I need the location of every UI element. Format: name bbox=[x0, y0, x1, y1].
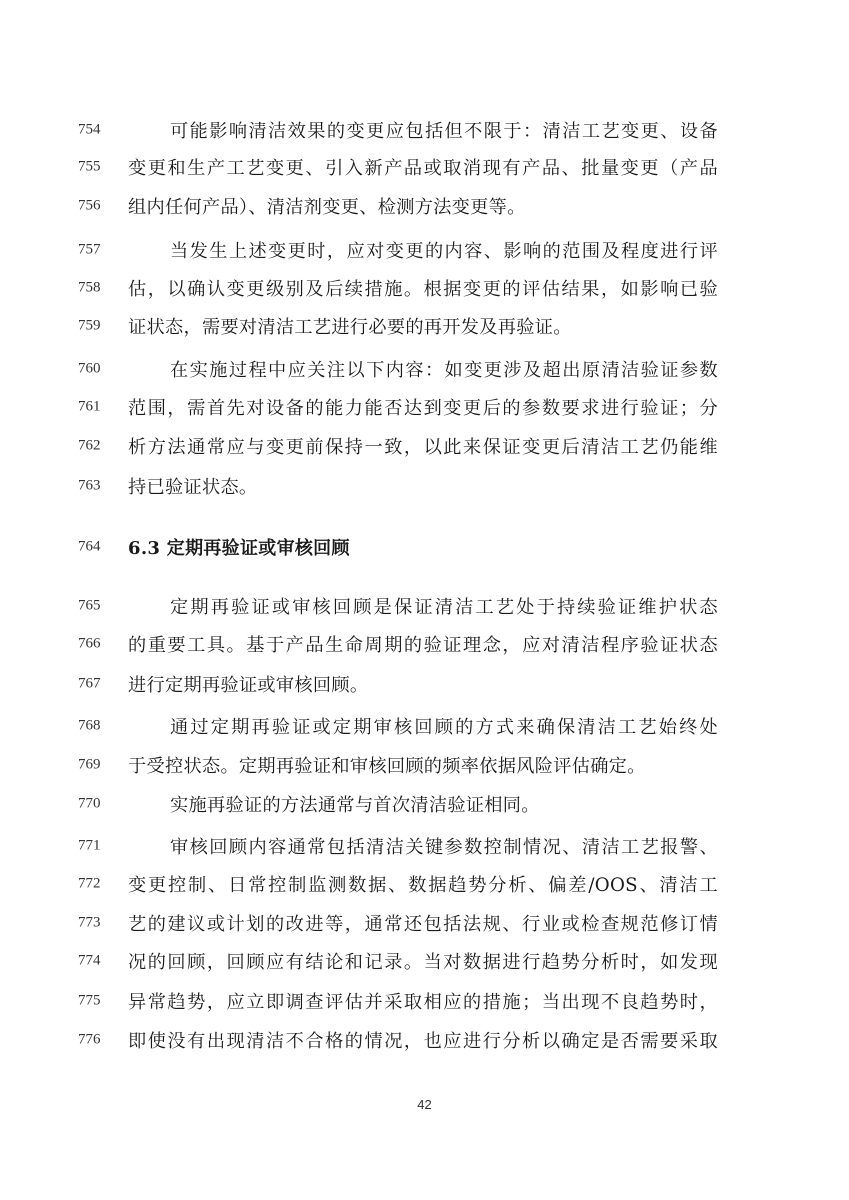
line-text: 在实施过程中应关注以下内容：如变更涉及超出原清洁验证参数 bbox=[170, 360, 718, 381]
text-line bbox=[0, 981, 849, 1021]
text-line bbox=[0, 664, 849, 704]
section-heading: 6.3 定期再验证或审核回顾 bbox=[128, 538, 350, 559]
line-number: 773 bbox=[78, 914, 101, 931]
text-line bbox=[0, 826, 849, 866]
line-text: 组内任何产品）、清洁剂变更、检测方法变更等。 bbox=[128, 197, 526, 218]
line-number: 771 bbox=[78, 837, 101, 854]
text-line bbox=[0, 186, 849, 226]
line-number: 772 bbox=[78, 875, 101, 892]
line-text: 异常趋势，应立即调查评估并采取相应的措施；当出现不良趋势时， bbox=[128, 992, 718, 1013]
line-text: 即使没有出现清洁不合格的情况，也应进行分析以确定是否需要采取 bbox=[128, 1031, 718, 1052]
text-line bbox=[0, 426, 849, 466]
text-line bbox=[0, 387, 849, 427]
line-number: 762 bbox=[78, 437, 101, 454]
text-line bbox=[0, 745, 849, 785]
text-line bbox=[0, 306, 849, 346]
line-number: 758 bbox=[78, 279, 101, 296]
line-number: 774 bbox=[78, 952, 101, 969]
line-number: 769 bbox=[78, 756, 101, 773]
text-line bbox=[0, 349, 849, 389]
line-text: 可能影响清洁效果的变更应包括但不限于：清洁工艺变更、设备 bbox=[170, 121, 718, 142]
line-number: 756 bbox=[78, 197, 101, 214]
section-heading-line bbox=[0, 527, 849, 567]
line-number: 776 bbox=[78, 1031, 101, 1048]
text-line bbox=[0, 903, 849, 943]
line-text: 定期再验证或审核回顾是保证清洁工艺处于持续验证维护状态 bbox=[170, 597, 718, 618]
text-line bbox=[0, 1020, 849, 1060]
line-text: 变更控制、日常控制监测数据、数据趋势分析、偏差/OOS、清洁工 bbox=[128, 875, 718, 896]
text-line bbox=[0, 147, 849, 187]
line-text: 进行定期再验证或审核回顾。 bbox=[128, 675, 369, 696]
text-line bbox=[0, 110, 849, 150]
line-text: 于受控状态。定期再验证和审核回顾的频率依据风险评估确定。 bbox=[128, 756, 646, 777]
line-number: 763 bbox=[78, 477, 101, 494]
line-text: 的重要工具。基于产品生命周期的验证理念，应对清洁程序验证状态 bbox=[128, 635, 718, 656]
line-number: 770 bbox=[78, 795, 101, 812]
line-number: 755 bbox=[78, 158, 101, 175]
text-line bbox=[0, 466, 849, 506]
line-text: 析方法通常应与变更前保持一致，以此来保证变更后清洁工艺仍能维 bbox=[128, 437, 718, 458]
line-text: 持已验证状态。 bbox=[128, 477, 258, 498]
line-text: 实施再验证的方法通常与首次清洁验证相同。 bbox=[170, 795, 540, 816]
line-text: 审核回顾内容通常包括清洁关键参数控制情况、清洁工艺报警、 bbox=[170, 837, 718, 858]
line-text: 估，以确认变更级别及后续措施。根据变更的评估结果，如影响已验 bbox=[128, 279, 718, 300]
line-number: 761 bbox=[78, 398, 101, 415]
text-line bbox=[0, 706, 849, 746]
line-text: 范围，需首先对设备的能力能否达到变更后的参数要求进行验证；分 bbox=[128, 398, 718, 419]
line-text: 证状态，需要对清洁工艺进行必要的再开发及再验证。 bbox=[128, 317, 572, 338]
line-number: 768 bbox=[78, 717, 101, 734]
text-line bbox=[0, 230, 849, 270]
line-text: 通过定期再验证或定期审核回顾的方式来确保清洁工艺始终处 bbox=[170, 717, 718, 738]
line-number: 759 bbox=[78, 317, 101, 334]
text-line bbox=[0, 624, 849, 664]
line-number: 757 bbox=[78, 241, 101, 258]
line-number: 764 bbox=[78, 538, 101, 555]
line-number: 775 bbox=[78, 992, 101, 1009]
line-number: 754 bbox=[78, 121, 101, 138]
text-line bbox=[0, 864, 849, 904]
line-text: 况的回顾，回顾应有结论和记录。当对数据进行趋势分析时，如发现 bbox=[128, 952, 718, 973]
line-number: 760 bbox=[78, 360, 101, 377]
line-number: 765 bbox=[78, 597, 101, 614]
text-line bbox=[0, 268, 849, 308]
text-line bbox=[0, 941, 849, 981]
text-line bbox=[0, 784, 849, 824]
text-line bbox=[0, 586, 849, 626]
line-text: 艺的建议或计划的改进等，通常还包括法规、行业或检查规范修订情 bbox=[128, 914, 718, 935]
line-number: 767 bbox=[78, 675, 101, 692]
line-number: 766 bbox=[78, 635, 101, 652]
page-number: 42 bbox=[417, 1097, 432, 1112]
line-text: 当发生上述变更时，应对变更的内容、影响的范围及程度进行评 bbox=[170, 241, 718, 262]
line-text: 变更和生产工艺变更、引入新产品或取消现有产品、批量变更（产品 bbox=[128, 158, 718, 179]
